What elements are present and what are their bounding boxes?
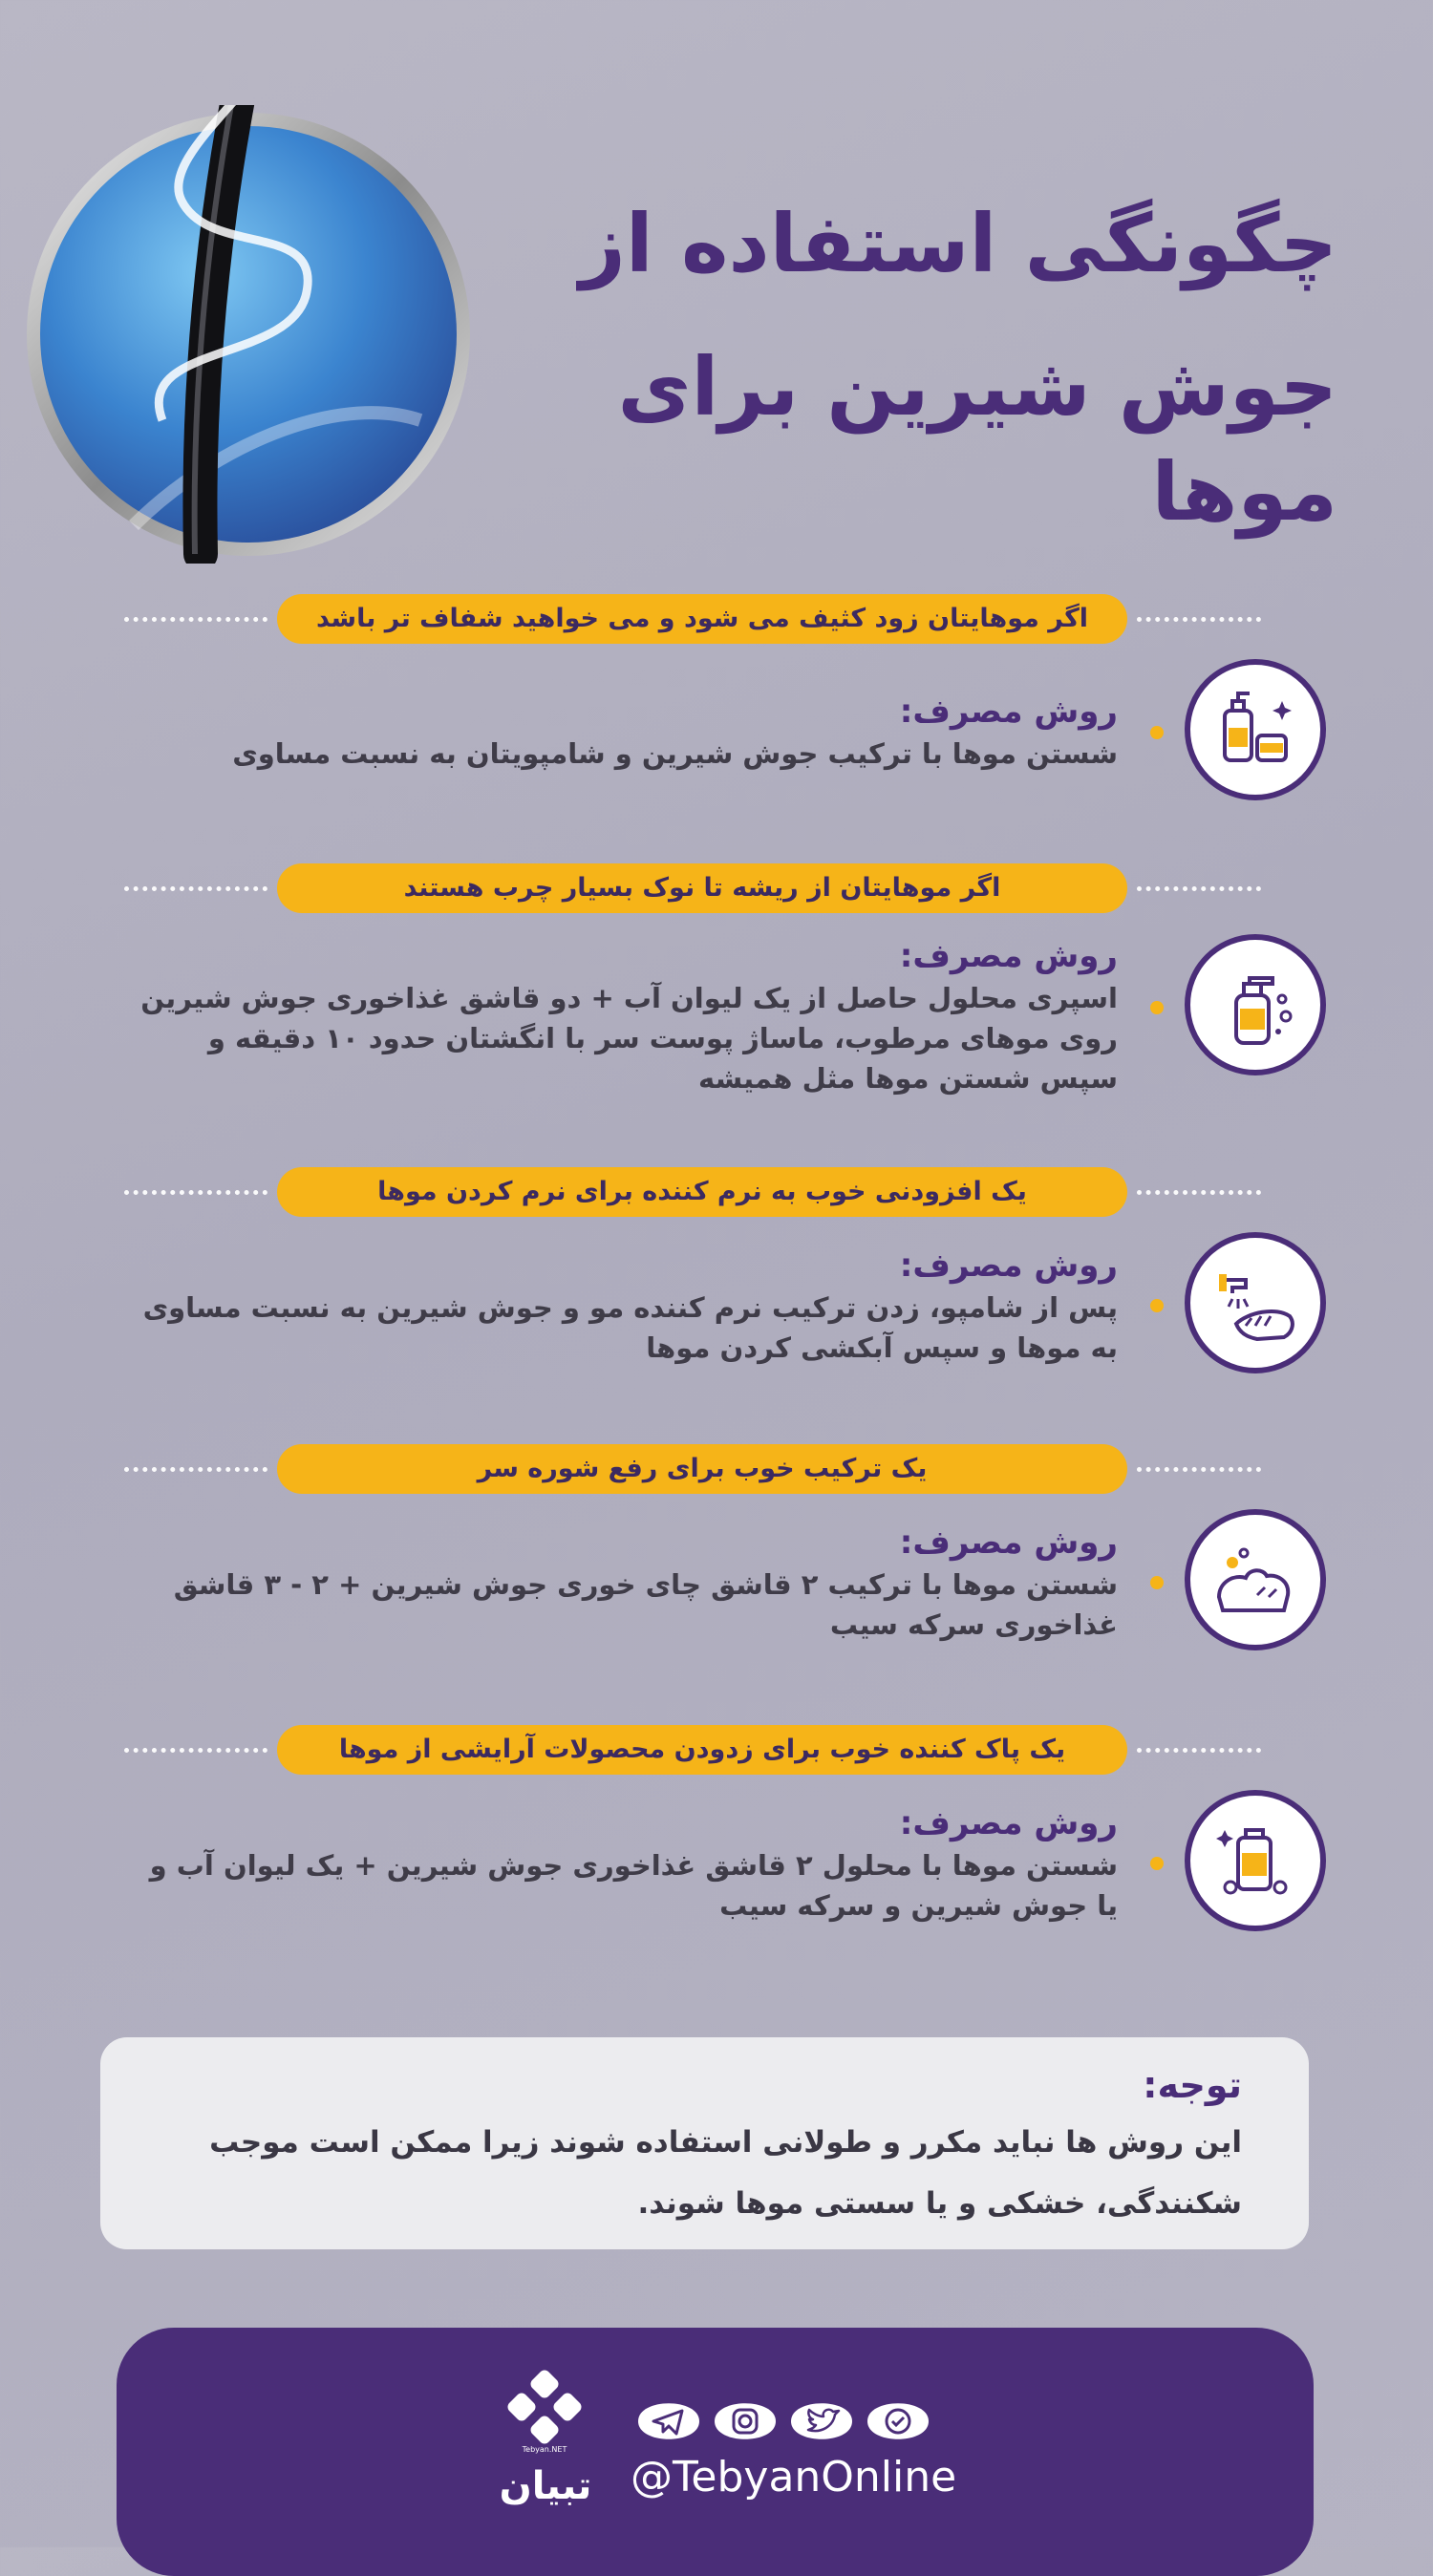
bullet-dot — [1150, 1299, 1164, 1312]
usage-method — [124, 690, 1118, 774]
title-line-2: جوش شیرین برای موها — [617, 340, 1337, 539]
usage-method — [124, 1521, 1118, 1645]
spray-bottle-icon — [1185, 934, 1326, 1075]
logo-text: تبیان — [499, 2464, 592, 2508]
note-text: این روش ها نباید مکرر و طولانی استفاده شوند زیرا ممکن است موجب شکنندگی، خشکی و یا سستی موها شوند. — [209, 2125, 1242, 2221]
usage-method-label: روش مصرف: — [899, 937, 1118, 975]
note-title: توجه: — [1143, 2064, 1242, 2106]
cleanser-bottle-icon — [1185, 1790, 1326, 1931]
dotted-divider — [124, 1467, 267, 1472]
dotted-divider — [124, 1190, 267, 1195]
usage-method — [124, 1244, 1118, 1368]
bullet-dot — [1150, 726, 1164, 739]
usage-method — [124, 934, 1118, 1098]
footer-bar — [117, 2328, 1314, 2576]
usage-method-label: روش مصرف: — [899, 1246, 1118, 1285]
dotted-divider — [124, 886, 267, 891]
title-line-1: چگونگی استفاده از — [579, 197, 1337, 290]
dotted-divider — [1137, 886, 1261, 891]
usage-method-label: روش مصرف: — [899, 1523, 1118, 1562]
page-title — [478, 191, 1337, 544]
usage-method-label: روش مصرف: — [899, 692, 1118, 731]
section-heading-row — [124, 1444, 1261, 1494]
section-heading: یک پاک کننده خوب برای زدودن محصولات آرایشی از موها — [277, 1725, 1127, 1775]
usage-method-label: روش مصرف: — [899, 1804, 1118, 1842]
instagram-icon[interactable] — [703, 2392, 787, 2451]
shampoo-bottles-icon — [1185, 659, 1326, 800]
dotted-divider — [1137, 1190, 1261, 1195]
section-heading-row — [124, 863, 1261, 913]
usage-method — [124, 1801, 1118, 1926]
logo-domain: Tebyan.NET — [522, 2445, 567, 2454]
dotted-divider — [124, 617, 267, 622]
usage-method-text: شستن موها با ترکیب جوش شیرین و شامپویتان به نسبت مساوی — [232, 737, 1118, 770]
bullet-dot — [1150, 1576, 1164, 1589]
dotted-divider — [1137, 1748, 1261, 1753]
dotted-divider — [124, 1748, 267, 1753]
section-heading: یک افزودنی خوب به نرم کننده برای نرم کردن موها — [277, 1167, 1127, 1217]
bullet-dot — [1150, 1001, 1164, 1014]
usage-method-text: شستن موها با محلول ۲ قاشق غذاخوری جوش شیرین + یک لیوان آب و یا جوش شیرین و سرکه سیب — [149, 1849, 1118, 1922]
usage-method-text: شستن موها با ترکیب ۲ قاشق چای خوری جوش شیرین + ۲ - ۳ قاشق غذاخوری سرکه سیب — [173, 1568, 1118, 1641]
social-handle[interactable]: @TebyanOnline — [631, 2453, 957, 2501]
section-heading: اگر موهایتان از ریشه تا نوک بسیار چرب هستند — [277, 863, 1127, 913]
twitter-icon[interactable] — [780, 2392, 864, 2451]
verified-icon[interactable] — [856, 2392, 940, 2451]
section-heading: یک ترکیب خوب برای رفع شوره سر — [277, 1444, 1127, 1494]
hair-rinse-icon — [1185, 1232, 1326, 1373]
hair-strand-illustration — [19, 105, 478, 564]
section-heading-row — [124, 1167, 1261, 1217]
section-heading-row — [124, 1725, 1261, 1775]
dotted-divider — [1137, 1467, 1261, 1472]
note-box — [100, 2037, 1309, 2249]
bullet-dot — [1150, 1857, 1164, 1870]
section-heading: اگر موهایتان زود کثیف می شود و می خواهید شفاف تر باشد — [277, 594, 1127, 644]
hair-wash-icon — [1185, 1509, 1326, 1650]
usage-method-text: اسپری محلول حاصل از یک لیوان آب + دو قاشق غذاخوری جوش شیرین روی موهای مرطوب، ماساژ پوست سر با انگشتان حدود ۱۰ دقیقه و سپس شستن موها مثل همیشه — [140, 982, 1118, 1095]
section-heading-row — [124, 594, 1261, 644]
dotted-divider — [1137, 617, 1261, 622]
usage-method-text: پس از شامپو، زدن ترکیب نرم کننده مو و جوش شیرین به نسبت مساوی به موها و سپس آبکشی کردن موها — [142, 1291, 1118, 1364]
telegram-icon[interactable] — [627, 2392, 711, 2451]
